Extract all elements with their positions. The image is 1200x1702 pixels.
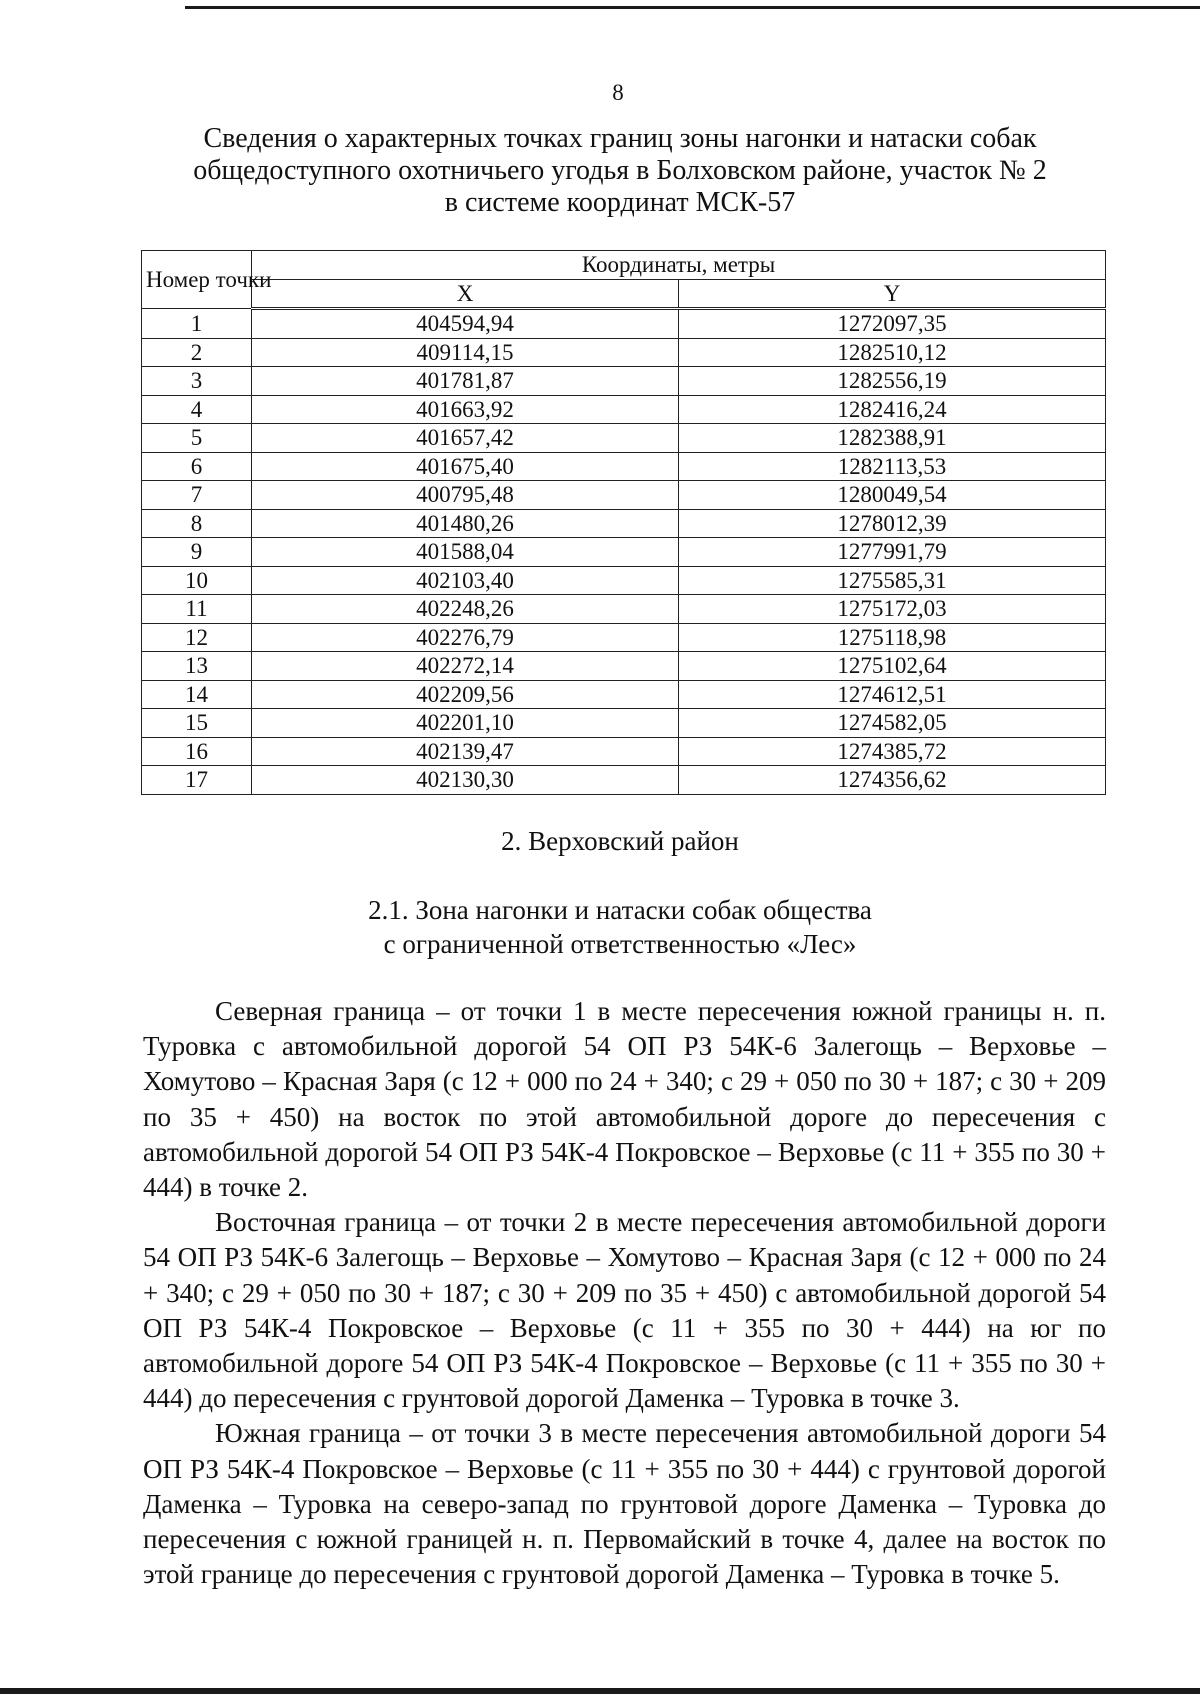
x-coordinate-cell: 401663,92 (252, 395, 679, 424)
point-number-cell: 10 (142, 566, 252, 595)
point-number-cell: 14 (142, 680, 252, 709)
header-x: X (252, 279, 679, 309)
header-y: Y (679, 279, 1106, 309)
x-coordinate-cell: 409114,15 (252, 338, 679, 367)
x-coordinate-cell: 402201,10 (252, 709, 679, 738)
x-coordinate-cell: 402248,26 (252, 595, 679, 624)
table-row (142, 452, 1106, 481)
y-coordinate-cell: 1282510,12 (679, 338, 1106, 367)
y-coordinate-cell: 1274582,05 (679, 709, 1106, 738)
table-row (142, 766, 1106, 795)
table-row (142, 652, 1106, 681)
y-coordinate-cell: 1282556,19 (679, 367, 1106, 396)
point-number-cell: 13 (142, 652, 252, 681)
table-row (142, 424, 1106, 453)
subsection-heading-line: с ограниченной ответственностью «Лес» (383, 929, 857, 959)
point-number-cell: 15 (142, 709, 252, 738)
table-row (142, 737, 1106, 766)
bottom-rule (0, 1688, 1200, 1694)
point-number-cell: 12 (142, 623, 252, 652)
x-coordinate-cell: 402130,30 (252, 766, 679, 795)
coordinates-table-body (142, 309, 1106, 795)
x-coordinate-cell: 400795,48 (252, 481, 679, 510)
page-number: 8 (612, 80, 624, 105)
y-coordinate-cell: 1275118,98 (679, 623, 1106, 652)
y-coordinate-cell: 1282416,24 (679, 395, 1106, 424)
table-row (142, 709, 1106, 738)
point-number-cell: 5 (142, 424, 252, 453)
table-row (142, 538, 1106, 567)
y-coordinate-cell: 1280049,54 (679, 481, 1106, 510)
paragraph-south-boundary: Южная граница – от точки 3 в месте пересечения автомобильной дороги 54 ОП РЗ 54К-4 Покровское – Верховье (с 11 + 355 по 30 + 444) с грунтовой дорогой Даменка – Туровка на северо-запад по грунтовой дороге Даменка – Туровка до пересечения с южной границей н. п. Первомайский в точке 4, далее на восток по этой границе до пересечения с грунтовой дорогой Даменка – Туровка в точке 5. (143, 1418, 1106, 1590)
title-line: в системе координат МСК-57 (444, 187, 796, 218)
x-coordinate-cell: 401675,40 (252, 452, 679, 481)
point-number-cell: 4 (142, 395, 252, 424)
subsection-heading-line: 2.1. Зона нагонки и натаски собак общества (368, 895, 872, 925)
table-row (142, 623, 1106, 652)
table-row (142, 595, 1106, 624)
x-coordinate-cell: 402103,40 (252, 566, 679, 595)
table-row (142, 309, 1106, 339)
x-coordinate-cell: 402276,79 (252, 623, 679, 652)
y-coordinate-cell: 1282113,53 (679, 452, 1106, 481)
subsection-heading (140, 893, 1100, 961)
point-number-cell: 3 (142, 367, 252, 396)
x-coordinate-cell: 404594,94 (252, 309, 679, 339)
table-row (142, 481, 1106, 510)
point-number-cell: 11 (142, 595, 252, 624)
document-title (140, 123, 1100, 219)
section-heading (140, 824, 1100, 858)
x-coordinate-cell: 401781,87 (252, 367, 679, 396)
point-number-cell: 6 (142, 452, 252, 481)
y-coordinate-cell: 1282388,91 (679, 424, 1106, 453)
header-point-number: Номер точки (142, 251, 252, 309)
point-number-cell: 9 (142, 538, 252, 567)
point-number-cell: 7 (142, 481, 252, 510)
point-number-cell: 8 (142, 509, 252, 538)
y-coordinate-cell: 1272097,35 (679, 309, 1106, 339)
x-coordinate-cell: 401657,42 (252, 424, 679, 453)
x-coordinate-cell: 401588,04 (252, 538, 679, 567)
paragraph-north-boundary: Северная граница – от точки 1 в месте пересечения южной границы н. п. Туровка с автомобильной дорогой 54 ОП РЗ 54К-6 Залегощь – Верховье – Хомутово – Красная Заря (с 12 + 000 по 24 + 340; с 29 + 050 по 30 + 187; с 30 + 209 по 35 + 450) на восток по этой автомобильной дороге до пересечения с автомобильной дорогой 54 ОП РЗ 54К-4 Покровское – Верховье (с 11 + 355 по 30 + 444) в точке 2. (143, 996, 1106, 1203)
table-row (142, 566, 1106, 595)
y-coordinate-cell: 1274356,62 (679, 766, 1106, 795)
y-coordinate-cell: 1275585,31 (679, 566, 1106, 595)
paragraph-east-boundary: Восточная граница – от точки 2 в месте пересечения автомобильной дороги 54 ОП РЗ 54К-6 Залегощь – Верховье – Хомутово – Красная Заря (с 12 + 000 по 24 + 340; с 29 + 050 по 30 + 187; с 30 + 209 по 35 + 450) с автомобильной дорогой 54 ОП РЗ 54К-4 Покровское – Верховье (с 11 + 355 по 30 + 444) на юг по автомобильной дороге 54 ОП РЗ 54К-4 Покровское – Верховье (с 11 + 355 по 30 + 444) до пересечения с грунтовой дорогой Даменка – Туровка в точке 3. (143, 1207, 1106, 1414)
x-coordinate-cell: 402139,47 (252, 737, 679, 766)
body-text (143, 994, 1106, 1592)
y-coordinate-cell: 1275172,03 (679, 595, 1106, 624)
table-row (142, 338, 1106, 367)
x-coordinate-cell: 401480,26 (252, 509, 679, 538)
y-coordinate-cell: 1278012,39 (679, 509, 1106, 538)
point-number-cell: 16 (142, 737, 252, 766)
y-coordinate-cell: 1275102,64 (679, 652, 1106, 681)
point-number-cell: 2 (142, 338, 252, 367)
table-row (142, 395, 1106, 424)
y-coordinate-cell: 1277991,79 (679, 538, 1106, 567)
header-coordinates: Координаты, метры (252, 251, 1106, 280)
table-row (142, 509, 1106, 538)
y-coordinate-cell: 1274385,72 (679, 737, 1106, 766)
table-row (142, 367, 1106, 396)
title-line: общедоступного охотничьего угодья в Болховском районе, участок № 2 (193, 155, 1047, 186)
y-coordinate-cell: 1274612,51 (679, 680, 1106, 709)
x-coordinate-cell: 402272,14 (252, 652, 679, 681)
section-heading-text: 2. Верховский район (501, 826, 739, 856)
x-coordinate-cell: 402209,56 (252, 680, 679, 709)
top-rule (185, 6, 1200, 9)
table-row (142, 680, 1106, 709)
title-line: Сведения о характерных точках границ зоны нагонки и натаски собак (203, 123, 1037, 154)
point-number-cell: 17 (142, 766, 252, 795)
point-number-cell: 1 (142, 309, 252, 339)
coordinates-table (141, 250, 1106, 795)
